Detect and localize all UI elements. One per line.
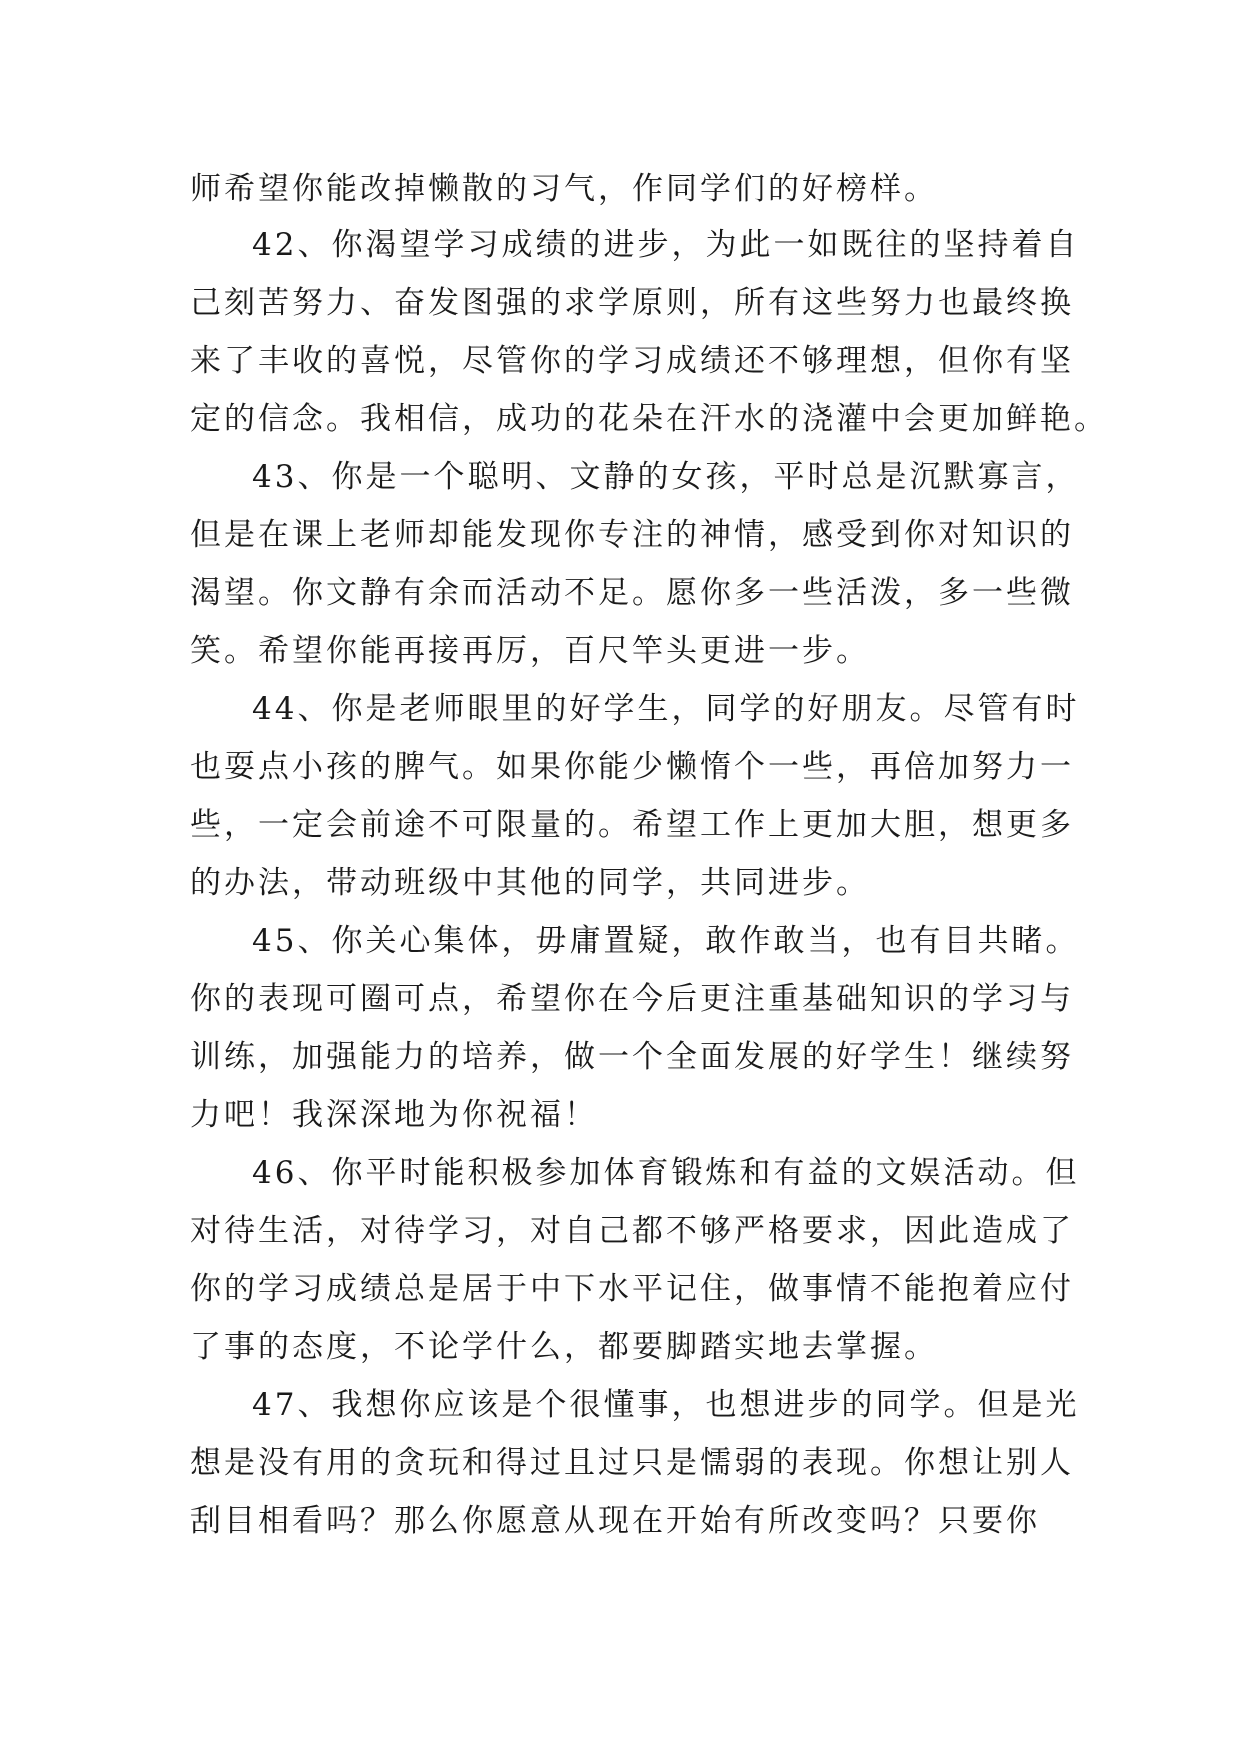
text-line: 渴望。你文静有余而活动不足。愿你多一些活泼，多一些微 (190, 575, 1074, 611)
comment-46-line: 46、你平时能积极参加体育锻炼和有益的文娱活动。但 (252, 1155, 1080, 1191)
text-line: 了事的态度，不论学什么，都要脚踏实地去掌握。 (190, 1329, 938, 1365)
text-line: 己刻苦努力、奋发图强的求学原则，所有这些努力也最终换 (190, 285, 1074, 321)
comment-44-line: 44、你是老师眼里的好学生，同学的好朋友。尽管有时 (252, 691, 1080, 727)
text-line: 力吧！我深深地为你祝福！ (190, 1097, 598, 1133)
comment-42-line: 42、你渴望学习成绩的进步，为此一如既往的坚持着自 (252, 227, 1080, 263)
text-line: 笑。希望你能再接再厉，百尺竿头更进一步。 (190, 633, 870, 669)
text-line: 定的信念。我相信，成功的花朵在汗水的浇灌中会更加鲜艳。 (190, 401, 1108, 437)
comment-45-line: 45、你关心集体，毋庸置疑，敢作敢当，也有目共睹。 (252, 923, 1080, 959)
text-line: 师希望你能改掉懒散的习气，作同学们的好榜样。 (190, 171, 938, 207)
text-line: 训练，加强能力的培养，做一个全面发展的好学生！继续努 (190, 1039, 1074, 1075)
text-line: 些，一定会前途不可限量的。希望工作上更加大胆，想更多 (190, 807, 1074, 843)
text-line: 想是没有用的贪玩和得过且过只是懦弱的表现。你想让别人 (190, 1445, 1074, 1481)
text-line: 你的表现可圈可点，希望你在今后更注重基础知识的学习与 (190, 981, 1074, 1017)
text-line: 你的学习成绩总是居于中下水平记住，做事情不能抱着应付 (190, 1271, 1074, 1307)
text-line: 的办法，带动班级中其他的同学，共同进步。 (190, 865, 870, 901)
text-line: 也耍点小孩的脾气。如果你能少懒惰个一些，再倍加努力一 (190, 749, 1074, 785)
comment-43-line: 43、你是一个聪明、文静的女孩，平时总是沉默寡言， (252, 459, 1080, 495)
text-line: 但是在课上老师却能发现你专注的神情，感受到你对知识的 (190, 517, 1074, 553)
text-line: 刮目相看吗？那么你愿意从现在开始有所改变吗？只要你 (190, 1503, 1040, 1539)
comment-47-line: 47、我想你应该是个很懂事，也想进步的同学。但是光 (252, 1387, 1080, 1423)
text-line: 来了丰收的喜悦，尽管你的学习成绩还不够理想，但你有坚 (190, 343, 1074, 379)
text-line: 对待生活，对待学习，对自己都不够严格要求，因此造成了 (190, 1213, 1074, 1249)
